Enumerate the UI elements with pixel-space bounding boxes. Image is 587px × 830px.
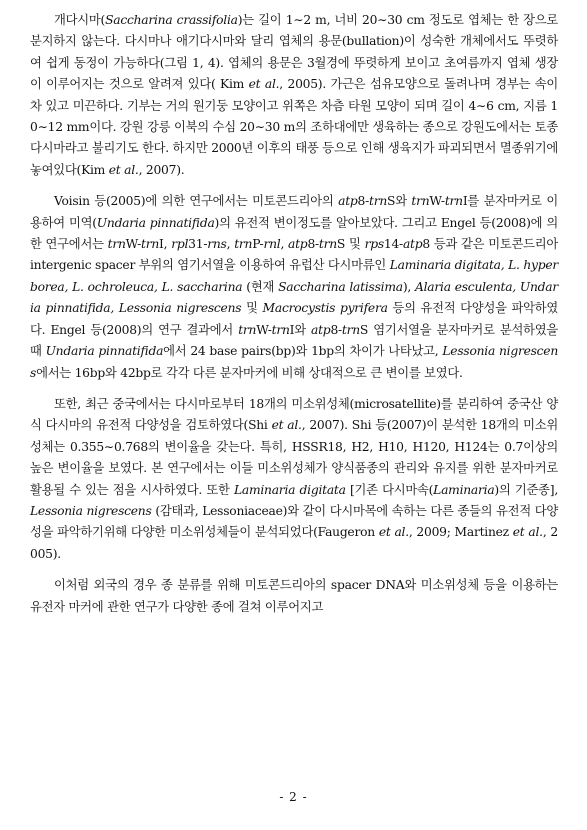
text-run: , [226,237,235,252]
italic-text-run: trn [411,194,430,209]
text-run: 8- [307,237,319,252]
italic-text-run: trn [107,237,126,252]
italic-text-run: rps [364,237,384,252]
italic-text-run: Saccharina crassifolia [105,13,238,27]
paragraph-2 [30,191,558,384]
text-run: I와 [289,322,312,337]
italic-text-run: rnl [263,237,281,252]
text-run: , 2005). [30,525,558,561]
text-run: Voisin 등(2005)에 의한 연구에서는 미토콘드리아의 [54,194,339,209]
text-run: , 2009; Martinez [408,525,513,540]
text-run: , 2007). Shi 등(2007)이 분석한 18개의 미소위성체는 0.355∼0.768의 변이율을 갖는다. 특히, HSSR18, H2, H10, H120, H124는 0.7이상의 높은 변이율을 보였다. 본 연구에서는 이들 미소위성체가 양식품종의 관리와 유지를 위한 분자마커로 활용될 수 있는 점을 시사하였다. 또한 [30,418,558,497]
text-run: 에서 24 base pairs(bp)와 1bp의 차이가 나타났고, [163,344,443,359]
italic-text-run: trn [444,194,463,209]
text-run: 등의 유전적 다양성을 파악하였다. Engel 등(2008)의 연구 결과에서 [30,301,559,337]
document-body [30,10,558,628]
italic-text-run: trn [234,237,253,252]
text-run: S와 [387,194,412,209]
italic-text-run: et al. [512,525,543,540]
text-run: 이처럼 외국의 경우 종 분류를 위해 미토콘드리아의 spacer DNA와 미소위성체 등을 이용하는 유전자 마커에 관한 연구가 다양한 종에 걸쳐 이루어지고 [30,578,558,614]
text-run: 개다시마( [54,13,106,27]
text-run: I, [159,237,172,252]
italic-text-run: Macrocystis pyrifera [262,301,388,316]
text-run: (감태과, Lessoniaceae)와 같이 다시마목에 속하는 다른 종들의 유전적 다양성을 파악하기위해 다양한 미소위성체들이 분석되었다(Faugeron [30,503,558,540]
italic-text-run: Undaria pinnatifida [96,215,215,230]
text-run: )의 유전적 변이정도를 알아보았다. 그리고 Engel 등(2008)에 의한 연구에서는 [30,215,558,252]
italic-text-run: et al. [108,162,139,177]
text-run: , 2005). 가근은 섬유모양으로 돌려나며 경부는 속이 차 있고 미끈하다. 기부는 거의 원기둥 모양이고 위쪽은 차츰 타원 모양이 되며 길이 4∼6 cm, 지름 10∼12 mm이다. 강원 강릉 이북의 수심 20∼30 m의 조하대에만 생육하는 종으로 강원도에서는 토종다시마라고 불리기도 한다. 하지만 2000년 이후의 태풍 등으로 인해 생육지가 파괴되면서 멸종위기에 놓여있다(Kim [30,77,558,177]
text-run: S 및 [336,237,365,252]
paragraph-1 [30,10,558,181]
text-run: 14- [383,237,403,252]
text-run: 31- [188,237,208,252]
italic-text-run: atp [288,237,308,252]
text-run: [기존 다시마속( [345,482,434,497]
italic-text-run: trn [369,194,388,209]
text-run: 또한, 최근 중국에서는 다시마로부터 18개의 미소위성체(microsatellite)를 분리하여 중국산 양식 다시마의 유전적 다양성을 검토하였다(Shi [30,396,558,433]
text-run: , [280,237,289,252]
italic-text-run: Laminaria digitata [233,482,346,497]
text-run: , 2007). [138,162,185,177]
text-run: 8- [357,194,370,209]
italic-text-run: et al. [248,77,280,92]
italic-text-run: Laminaria [433,482,495,497]
italic-text-run: trn [141,237,160,252]
italic-text-run: Lessonia nigrescens [30,344,558,380]
text-run: 에서는 16bp와 42bp로 각각 다른 분자마커에 비해 상대적으로 큰 변이를 보였다. [36,365,463,380]
paragraph-3 [30,394,558,565]
text-run: 8- [330,322,342,337]
italic-text-run: rns [207,237,227,252]
italic-text-run: trn [341,322,360,337]
italic-text-run: atp [311,322,331,337]
italic-text-run: Laminaria digitata, L. hyperborea, L. ochroleuca, L. saccharina [30,258,558,294]
paragraph-4 [30,575,558,618]
text-run: I를 분자마커로 이용하여 미역( [30,194,558,230]
italic-text-run: trn [318,237,337,252]
italic-text-run: Lessonia nigrescens [30,503,152,518]
italic-text-run: trn [238,322,257,337]
italic-text-run: Saccharina latissima [278,279,403,294]
italic-text-run: trn [271,322,290,337]
text-run: 및 [241,301,263,316]
italic-text-run: Alaria esculenta, Undaria pinnatifida, Lessonia nigrescens [30,279,558,316]
text-run: ), [402,279,415,294]
text-run: W- [256,322,272,337]
text-run: 8 등과 같은 미토콘드리아 intergenic spacer 부위의 염기서열을 이용하여 유럽산 다시마류인 [30,237,558,273]
page-number: - 2 - [279,790,308,804]
italic-text-run: atp [338,194,358,209]
italic-text-run: atp [402,237,423,252]
italic-text-run: Undaria pinnatifida [45,344,164,359]
italic-text-run: et al. [271,418,302,433]
text-run: W- [125,237,142,252]
text-run: W- [429,194,445,209]
italic-text-run: rpl [171,237,189,252]
text-run: )의 기준종], [494,482,558,497]
text-run: S 염기서열을 분자마커로 분석하였을 때 [30,322,558,359]
text-run: )는 길이 1∼2 m, 너비 20∼30 cm 정도로 엽체는 한 장으로 분지하지 않는다. 다시마나 애기다시마와 달리 엽체의 용문(bullation)이 성숙한 개체에서도 뚜렷하여 쉽게 동정이 가능하다(그림 1, 4). 엽체의 용문은 3월경에 뚜렷하게 보이고 초여름까지 엽체 생장이 이루어지는 것으로 알려져 있다( Kim [30,13,558,92]
text-run: P- [252,237,264,252]
text-run: (현재 [242,279,279,294]
italic-text-run: et al. [378,525,409,540]
